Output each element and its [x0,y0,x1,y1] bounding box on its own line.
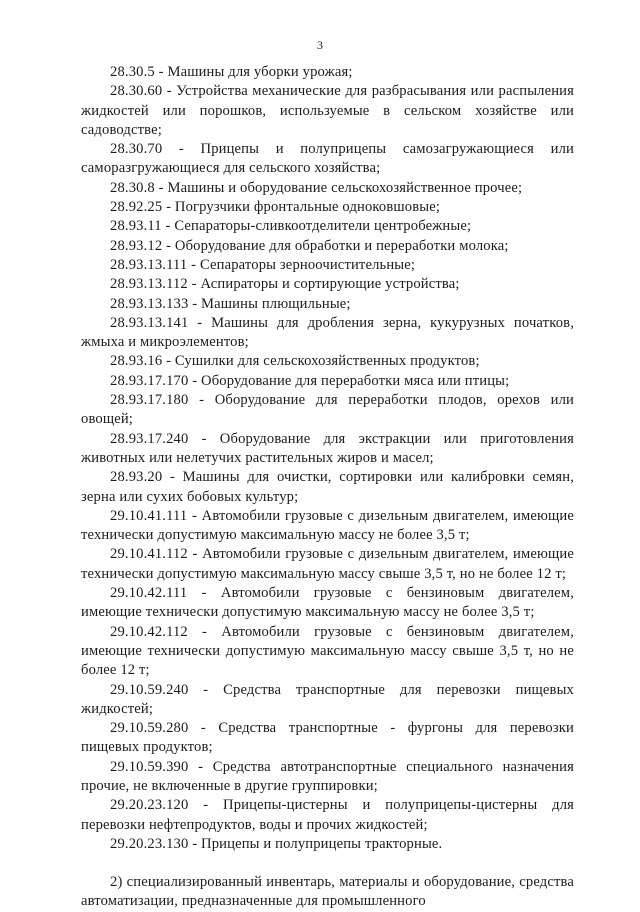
section-2-paragraph: 2) специализированный инвентарь, материалы и оборудование, средства автоматизации, предназначенные для промышленного [81,874,574,910]
list-item: 29.10.41.111 - Автомобили грузовые с дизельным двигателем, имеющие технически допустимую максимальную массу не более 3,5 т; [81,507,574,544]
list-item: 29.10.59.240 - Средства транспортные для перевозки пищевых жидкостей; [81,681,574,717]
list-item: 29.10.59.280 - Средства транспортные - фургоны для перевозки пищевых продуктов; [81,720,574,756]
list-item: 29.10.42.111 - Автомобили грузовые с бензиновым двигателем, имеющие технически допустимую максимальную массу не более 3,5 т; [81,585,574,621]
list-item: 28.93.17.180 - Оборудование для переработки плодов, орехов или овощей; [81,392,574,428]
list-item: 28.93.13.141 - Машины для дробления зерна, кукурузных початков, жмыха и микроэлементов; [81,314,574,351]
page-number: 3 [317,38,323,52]
list-item: 28.93.20 - Машины для очистки, сортировки или калибровки семян, зерна или сухих бобовых культур; [81,469,574,505]
list-item: 29.10.59.390 - Средства автотранспортные специального назначения прочие, не включенные в другие группировки; [81,758,574,794]
list-item: 29.10.41.112 - Автомобили грузовые с дизельным двигателем, имеющие технически допустимую максимальную массу свыше 3,5 т, но не более 12 т; [81,546,574,582]
list-item: 29.20.23.120 - Прицепы-цистерны и полуприцепы-цистерны для перевозки нефтепродуктов, воды и прочих жидкостей; [81,797,574,833]
list-item: 28.93.13.133 - Машины плющильные; [110,295,351,312]
list-item: 28.93.17.170 - Оборудование для переработки мяса или птицы; [110,372,510,389]
list-item: 29.10.42.112 - Автомобили грузовые с бензиновым двигателем, имеющие технически допустимую максимальную массу свыше 3,5 т, но не более 12 т; [81,623,574,679]
list-item: 28.92.25 - Погрузчики фронтальные одноковшовые; [110,199,441,216]
list-item: 28.30.5 - Машины для уборки урожая; [110,64,353,80]
document-body [81,63,574,912]
list-item: 28.30.70 - Прицепы и полуприцепы самозагружающиеся или саморазгружающиеся для сельского хозяйства; [81,141,574,177]
list-item: 29.20.23.130 - Прицепы и полуприцепы тракторные. [110,835,443,852]
list-item: 28.30.8 - Машины и оборудование сельскохозяйственное прочее; [110,179,523,196]
list-item: 28.93.11 - Сепараторы-сливкоотделители центробежные; [110,218,472,235]
list-item: 28.93.17.240 - Оборудование для экстракции или приготовления животных или нелетучих растительных жиров и масел; [81,430,574,466]
list-item: 28.93.13.111 - Сепараторы зерноочистительные; [110,256,416,273]
list-item: 28.93.13.112 - Аспираторы и сортирующие устройства; [110,276,460,293]
list-item: 28.30.60 - Устройства механические для разбрасывания или распыления жидкостей или порошков, используемые в сельском хозяйстве или садоводстве; [81,83,574,138]
list-item: 28.93.12 - Оборудование для обработки и переработки молока; [110,237,509,254]
list-item: 28.93.16 - Сушилки для сельскохозяйственных продуктов; [110,353,480,370]
